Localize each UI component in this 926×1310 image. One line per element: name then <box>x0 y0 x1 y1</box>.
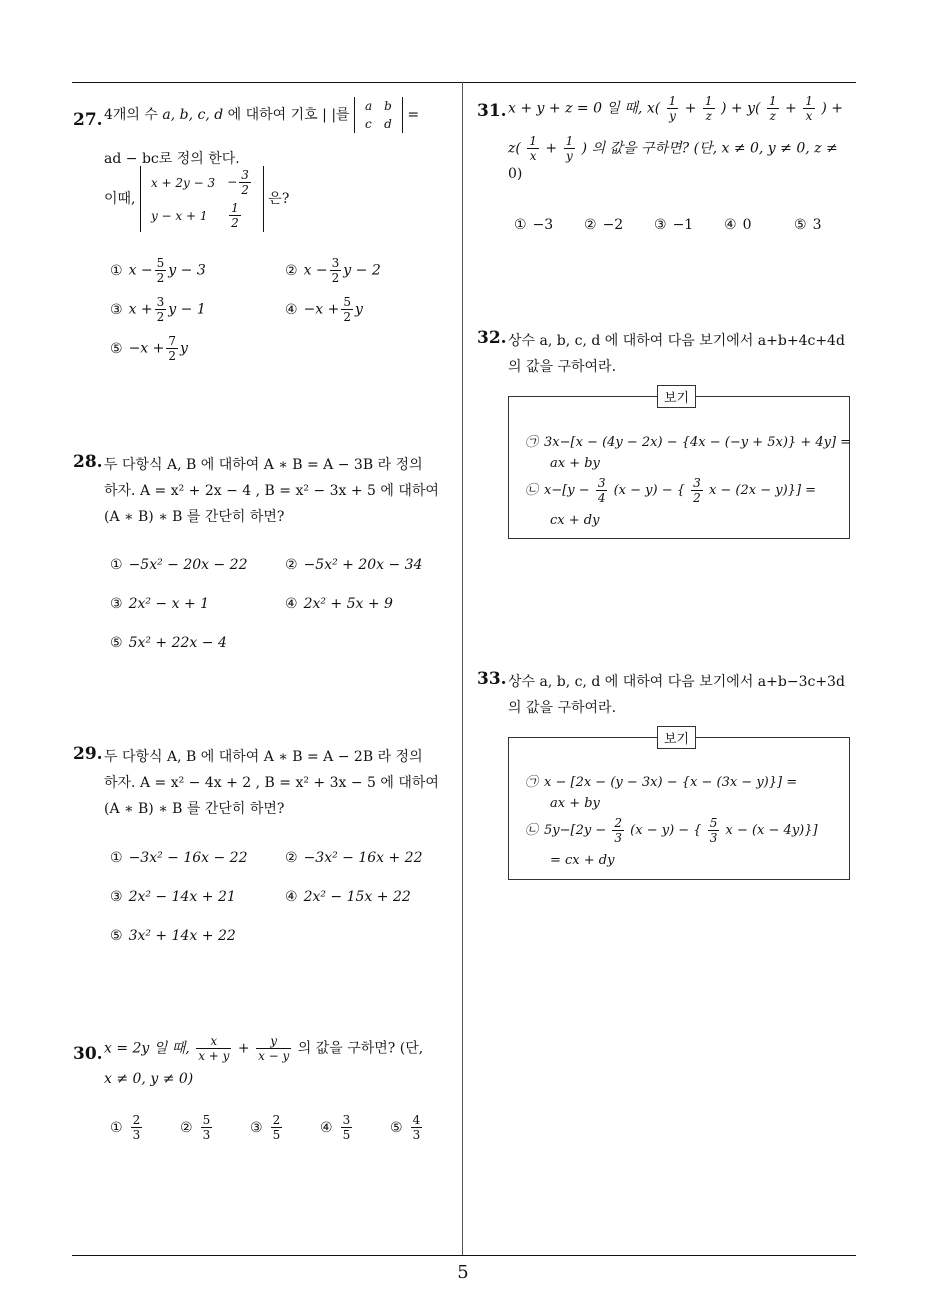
problem-text-line: 상수 a, b, c, d 에 대하여 다음 보기에서 a+b+4c+4d <box>508 333 845 349</box>
choice-3[interactable]: ③ 2x² − 14x + 21 <box>110 889 236 905</box>
problem-number: 32. <box>477 328 507 348</box>
choice-2[interactable]: ② −2 <box>584 217 624 233</box>
choice-1[interactable]: ① x − $\frac{5}{2}$ y − 3 <box>110 256 206 285</box>
top-rule <box>72 82 856 83</box>
bogi-label: 보기 <box>657 385 696 408</box>
choice-1[interactable]: ① −5x² − 20x − 22 <box>110 557 248 573</box>
column-divider <box>462 82 463 1255</box>
bogi-item-2-cont: = cx + dy <box>550 853 615 868</box>
choice-4[interactable]: ④ 2x² − 15x + 22 <box>285 889 411 905</box>
problem-text-line: x + y + z = 0 일 때, x( $\frac{1}{y}$ + $\frac{1}{z}$ ) + y( $\frac{1}{z}$ + $\frac{1}{x}$ ) + <box>508 94 843 123</box>
problem-number: 27. <box>73 110 103 130</box>
bogi-item-1: ㉠ 3x−[x − (4y − 2x) − {4x − (−y + 5x)} + 4y] = <box>525 435 852 450</box>
choice-5[interactable]: ⑤ 3 <box>794 217 822 233</box>
problem-text-line: 상수 a, b, c, d 에 대하여 다음 보기에서 a+b−3c+3d <box>508 674 845 690</box>
problem-text-line: 4개의 수 a, b, c, d 에 대하여 기호 | |를 a b c d = <box>104 99 420 131</box>
problem-number: 28. <box>73 452 103 472</box>
choice-5[interactable]: ⑤ 5x² + 22x − 4 <box>110 635 227 651</box>
problem-text-line: 두 다항식 A, B 에 대하여 A ∗ B = A − 3B 라 정의 <box>104 457 423 473</box>
problem-text-line: 두 다항식 A, B 에 대하여 A ∗ B = A − 2B 라 정의 <box>104 749 423 765</box>
choice-4[interactable]: ④ 0 <box>724 217 752 233</box>
choice-3[interactable]: ③ x + $\frac{3}{2}$ y − 1 <box>110 295 206 324</box>
problem-text-line: 하자. A = x² + 2x − 4 , B = x² − 3x + 5 에 대하여 <box>104 483 439 499</box>
bogi-item-1-cont: ax + by <box>550 456 600 471</box>
bottom-rule <box>72 1255 856 1256</box>
choice-2[interactable]: ② −5x² + 20x − 34 <box>285 557 423 573</box>
choice-3[interactable]: ③ −1 <box>654 217 694 233</box>
bogi-label: 보기 <box>657 726 696 749</box>
choice-2[interactable]: ② $\frac{5}{3}$ <box>180 1113 211 1142</box>
choice-3[interactable]: ③ $\frac{2}{5}$ <box>250 1113 281 1142</box>
matrix-expression: x + 2y − 3 − $\frac{3}{2}$ y − x + 1 $\frac{1}{2}$ <box>140 166 264 232</box>
problem-number: 31. <box>477 101 507 121</box>
bogi-item-2-cont: cx + dy <box>550 513 600 528</box>
problem-text-line: x ≠ 0, y ≠ 0) <box>104 1071 194 1087</box>
choice-1[interactable]: ① $\frac{2}{3}$ <box>110 1113 141 1142</box>
choice-1[interactable]: ① −3x² − 16x − 22 <box>110 850 248 866</box>
determinant-symbol: a b c d <box>354 97 403 133</box>
bogi-item-1-cont: ax + by <box>550 796 600 811</box>
page-number: 5 <box>457 1262 469 1283</box>
bogi-item-2: ㉡ x−[y − $\frac{3}{4}$ (x − y) − { $\frac{3}{2}$ x − (2x − y)}] = <box>525 476 817 505</box>
problem-number: 29. <box>73 744 103 764</box>
problem-text-line: 의 값을 구하여라. <box>508 359 617 375</box>
choice-4[interactable]: ④ 2x² + 5x + 9 <box>285 596 393 612</box>
choice-5[interactable]: ⑤ −x + $\frac{7}{2}$ y <box>110 334 188 363</box>
choice-4[interactable]: ④ −x + $\frac{5}{2}$ y <box>285 295 363 324</box>
choice-5[interactable]: ⑤ $\frac{4}{3}$ <box>390 1113 421 1142</box>
problem-text-line: 0) <box>508 166 523 182</box>
bogi-item-1: ㉠ x − [2x − (y − 3x) − {x − (3x − y)}] = <box>525 775 798 790</box>
choice-2[interactable]: ② x − $\frac{3}{2}$ y − 2 <box>285 256 381 285</box>
choice-1[interactable]: ① −3 <box>514 217 554 233</box>
problem-text-line: 이때, x + 2y − 3 − $\frac{3}{2}$ y − x + 1 $\frac{1}{2}$ 은? <box>104 168 290 230</box>
problem-number: 30. <box>73 1044 103 1064</box>
bogi-item-2: ㉡ 5y−[2y − $\frac{2}{3}$ (x − y) − { $\frac{5}{3}$ x − (x − 4y)}] <box>525 816 818 845</box>
problem-text-line: (A ∗ B) ∗ B 를 간단히 하면? <box>104 509 285 525</box>
problem-text-line: z( $\frac{1}{x}$ + $\frac{1}{y}$ ) 의 값을 구하면? (단, x ≠ 0, y ≠ 0, z ≠ <box>508 134 838 163</box>
problem-text-line: (A ∗ B) ∗ B 를 간단히 하면? <box>104 801 285 817</box>
problem-text-line: ad − bc로 정의 한다. <box>104 151 240 167</box>
problem-number: 33. <box>477 669 507 689</box>
choice-5[interactable]: ⑤ 3x² + 14x + 22 <box>110 928 236 944</box>
problem-text-line: x = 2y 일 때, $\frac{x}{x + y}$ + $\frac{y}{x - y}$ 의 값을 구하면? (단, <box>104 1034 424 1063</box>
problem-text-line: 의 값을 구하여라. <box>508 700 617 716</box>
choice-2[interactable]: ② −3x² − 16x + 22 <box>285 850 423 866</box>
choice-3[interactable]: ③ 2x² − x + 1 <box>110 596 210 612</box>
problem-text-line: 하자. A = x² − 4x + 2 , B = x² + 3x − 5 에 대하여 <box>104 775 439 791</box>
choice-4[interactable]: ④ $\frac{3}{5}$ <box>320 1113 351 1142</box>
